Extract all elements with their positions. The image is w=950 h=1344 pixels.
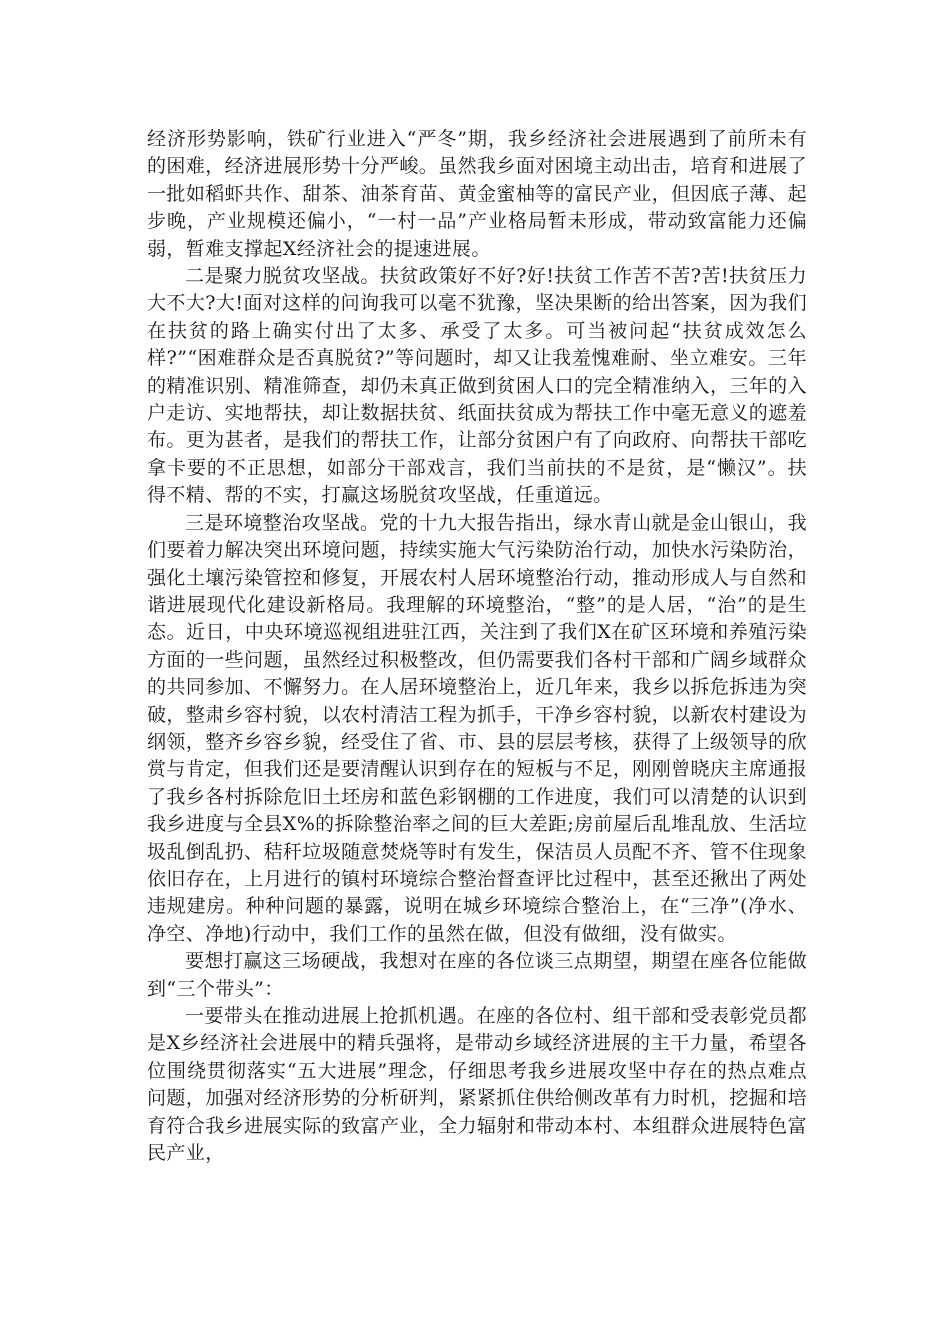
paragraph-economic-situation: 经济形势影响，铁矿行业进入“严冬”期，我乡经济社会进展遇到了前所未有的困难，经济进展形势十分严峻。虽然我乡面对困境主动出击，培育和进展了一批如稻虾共作、甜茶、油茶育苗、黄金蜜柚等的富民产业，但因底子薄、起步晚，产业规模还偏小，“一村一品”产业格局暂未形成，带动致富能力还偏弱，暂难支撑起X经济社会的提速进展。 [147,128,807,260]
paragraph-first-expectation: 一要带头在推动进展上抢抓机遇。在座的各位村、组干部和受表彰党员都是X乡经济社会进展中的精兵强将，是带动乡域经济进展的主干力量，希望各位围绕贯彻落实“五大进展”理念，仔细思考我乡进展攻坚中存在的热点难点问题，加强对经济形势的分析研判，紧紧抓住供给侧改革有力时机，挖掘和培育符合我乡进展实际的致富产业，全力辐射和带动本村、本组群众进展特色富民产业， [147,1005,807,1165]
document-page [147,126,807,1167]
paragraph-three-expectations: 要想打赢这三场硬战，我想对在座的各位谈三点期望，期望在座各位能做到“三个带头”： [147,950,807,1000]
paragraph-environment-rectification: 三是环境整治攻坚战。党的十九大报告指出，绿水青山就是金山银山，我们要着力解决突出环境问题，持续实施大气污染防治行动，加快水污染防治，强化土壤污染管控和修复，开展农村人居环境整治行动，推动形成人与自然和谐进展现代化建设新格局。我理解的环境整治，“整”的是人居，“治”的是生态。近日，中央环境巡视组进驻江西，关注到了我们X在矿区环境和养殖污染方面的一些问题，虽然经过积极整改，但仍需要我们各村干部和广阔乡域群众的共同参加、不懈努力。在人居环境整治上，近几年来，我乡以拆危拆违为突破，整肃乡容村貌，以农村清洁工程为抓手，干净乡容村貌，以新农村建设为纲领，整齐乡容乡貌，经受住了省、市、县的层层考核，获得了上级领导的欣赏与肯定，但我们还是要清醒认识到存在的短板与不足，刚刚曾晓庆主席通报了我乡各村拆除危旧土坯房和蓝色彩钢棚的工作进度，我们可以清楚的认识到我乡进度与全县X%的拆除整治率之间的巨大差距;房前屋后乱堆乱放、生活垃圾乱倒乱扔、秸秆垃圾随意焚烧等时有发生，保洁员人员配不齐、管不住现象依旧存在，上月进行的镇村环境综合整治督查评比过程中，甚至还揪出了两处违规建房。种种问题的暴露，说明在城乡环境综合整治上，在“三净”(净水、净空、净地)行动中，我们工作的虽然在做，但没有做细，没有做实。 [147,511,807,945]
paragraph-poverty-alleviation: 二是聚力脱贫攻坚战。扶贫政策好不好?好!扶贫工作苦不苦?苦!扶贫压力大不大?大!面对这样的问询我可以毫不犹豫，坚决果断的给出答案，因为我们在扶贫的路上确实付出了太多、承受了太多。可当被问起“扶贫成效怎么样?”“困难群众是否真脱贫?”等问题时，却又让我羞愧难耐、坐立难安。三年的精准识别、精准筛查，却仍未真正做到贫困人口的完全精准纳入，三年的入户走访、实地帮扶，却让数据扶贫、纸面扶贫成为帮扶工作中毫无意义的遮羞布。更为甚者，是我们的帮扶工作，让部分贫困户有了向政府、向帮扶干部吃拿卡要的不正思想，如部分干部戏言，我们当前扶的不是贫，是“懒汉”。扶得不精、帮的不实，打赢这场脱贫攻坚战，任重道远。 [147,265,807,507]
